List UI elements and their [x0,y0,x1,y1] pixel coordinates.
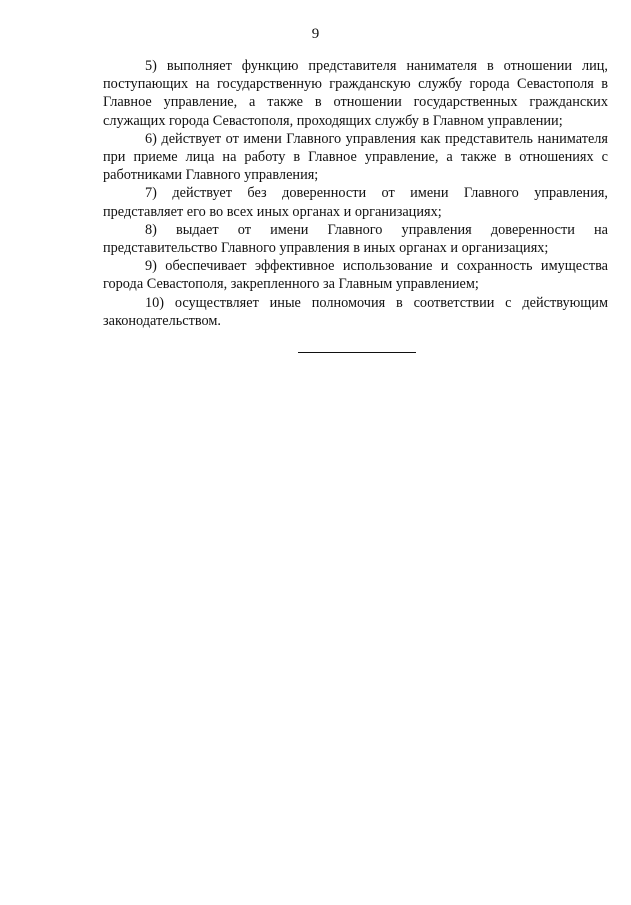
list-item-5: 5) выполняет функцию представителя нанимателя в отношении лиц, поступающих на государственную гражданскую службу города Севастополя в Главное управление, а также в отношении государственных гражданских служащих города Севастополя, проходящих службу в Главном управлении; [103,58,608,129]
page-number: 9 [311,26,320,42]
list-item-10: 10) осуществляет иные полномочия в соответствии с действующим законодательством. [103,294,608,329]
list-item-9: 9) обеспечивает эффективное использование и сохранность имущества города Севастополя, закрепленного за Главным управлением; [103,258,608,293]
list-item-8: 8) выдает от имени Главного управления доверенности на представительство Главного управления в иных органах и организациях; [103,221,608,257]
end-separator-line [298,352,416,353]
document-body [103,57,608,330]
list-item-6: 6) действует от имени Главного управления как представитель нанимателя при приеме лица на работу в Главное управление, а также в отношениях с работниками Главного управления; [103,130,608,184]
list-item-7: 7) действует без доверенности от имени Главного управления, представляет его во всех иных органах и организациях; [103,185,608,220]
